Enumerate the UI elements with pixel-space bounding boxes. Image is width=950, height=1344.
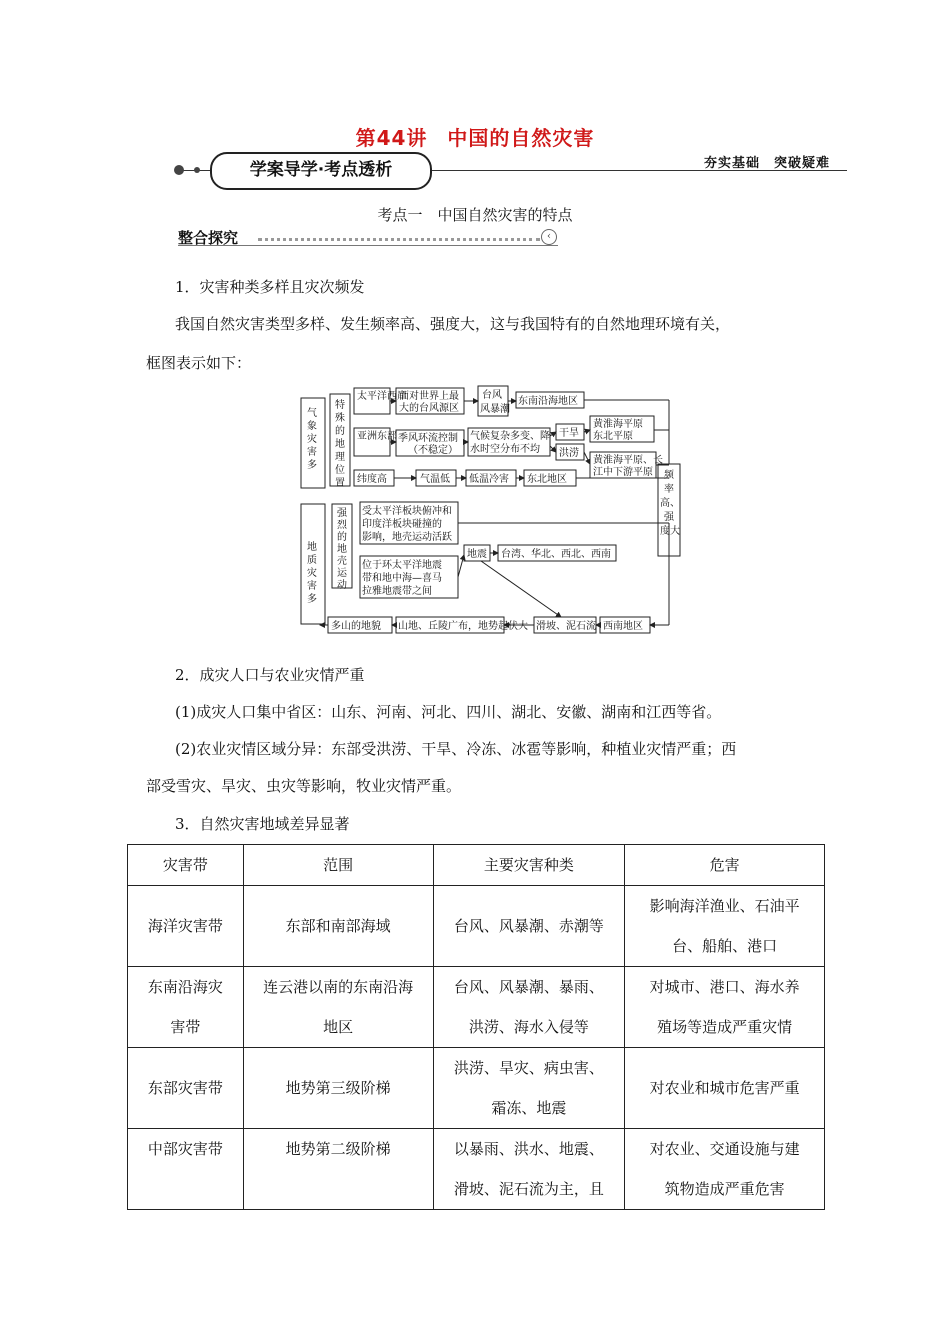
lesson-title <box>0 122 950 151</box>
table-row <box>128 1048 825 1129</box>
table-cell: 中部灾害带 <box>128 1129 244 1210</box>
diagram-left-bottom: 地质灾害多 <box>307 542 317 605</box>
diagram-temp-low: 气温低 <box>420 474 450 485</box>
table-cell: 东部和南部海域 <box>243 886 433 967</box>
diagram-flood: 洪涝 <box>559 448 579 459</box>
section-title: 考点一 中国自然灾害的特点 <box>377 206 573 224</box>
diagram-low-temp-cold: 低温冷害 <box>469 474 509 485</box>
item2-heading: 2．成灾人口与农业灾情严重 <box>175 666 365 684</box>
diagram-belt-3: 拉雅地震带之间 <box>362 586 432 597</box>
table-cell: 东南沿海灾 害带 <box>128 967 244 1048</box>
banner-dot-icon <box>174 165 184 175</box>
table-header-cell: 主要灾害种类 <box>433 845 625 886</box>
disaster-cause-diagram <box>296 380 691 640</box>
table-cell: 东部灾害带 <box>128 1048 244 1129</box>
diagram-plate-2: 印度洋板块碰撞的 <box>362 519 442 530</box>
table-cell: 洪涝、旱灾、病虫害、 霜冻、地震 <box>433 1048 625 1129</box>
diagram-plate-3: 影响，地壳运动活跃 <box>362 532 452 543</box>
diagram-crust-active: 强烈的地壳运动 <box>337 508 347 591</box>
diagram-typhoon: 台风 <box>482 390 502 401</box>
diagram-climate-1: 气候复杂多变、降 <box>470 431 550 442</box>
table-cell: 连云港以南的东南沿海 地区 <box>243 967 433 1048</box>
table-cell: 影响海洋渔业、石油平 台、船舶、港口 <box>625 886 825 967</box>
diagram-drought: 干旱 <box>559 428 579 439</box>
banner-dot-small-icon <box>194 167 200 173</box>
banner-slogan: 夯实基础 突破疑难 <box>704 156 831 171</box>
item3-heading: 3．自然灾害地域差异显著 <box>175 815 350 833</box>
diagram-quake-regions: 台湾、华北、西北、西南 <box>501 549 611 560</box>
item1-text-line1: 我国自然灾害类型多样、发生频率高、强度大，这与我国特有的自然地理环境有关， <box>175 315 731 333</box>
banner-label: 学案导学·考点透析 <box>210 152 432 190</box>
table-cell: 海洋灾害带 <box>128 886 244 967</box>
subhead-rule <box>178 245 558 246</box>
table-cell: 地势第二级阶梯 <box>243 1129 433 1210</box>
diagram-mountain-landform: 多山的地貌 <box>331 621 381 632</box>
diagram-belt-2: 带和地中海—喜马 <box>362 573 442 584</box>
diagram-southwest: 西南地区 <box>603 621 643 632</box>
table-header-cell: 范围 <box>243 845 433 886</box>
item2-sub2-line1: (2)农业灾情区域分异：东部受洪涝、干旱、冷冻、冰雹等影响，种植业灾情严重；西 <box>175 740 737 758</box>
table-cell: 以暴雨、洪水、地震、 滑坡、泥石流为主，且 <box>433 1129 625 1210</box>
subhead: 整合探究 <box>178 229 239 247</box>
table-row <box>128 1129 825 1210</box>
diagram-asia-east: 亚洲东部 <box>357 431 397 442</box>
diagram-mountain-hills: 山地、丘陵广布，地势起伏大 <box>398 621 528 632</box>
diagram-climate-2: 水时空分布不均 <box>470 444 540 455</box>
item2-sub2-line2: 部受雪灾、旱灾、虫灾等影响，牧业灾情严重。 <box>146 777 462 795</box>
diagram-huanghuai-north-2: 东北平原 <box>593 431 633 442</box>
diagram-storm-surge: 风暴潮 <box>480 404 510 415</box>
diagram-landslide: 滑坡、泥石流 <box>536 621 596 632</box>
table-cell: 对城市、港口、海水养 殖场等造成严重灾情 <box>625 967 825 1048</box>
diagram-special-location: 特殊的地理位置 <box>335 400 345 489</box>
item1-text-line2: 框图表示如下： <box>146 354 252 372</box>
diagram-plate-1: 受太平洋板块俯冲和 <box>362 506 452 517</box>
diagram-huanghuai-north-1: 黄淮海平原 <box>593 419 643 430</box>
table-cell: 台风、风暴潮、赤潮等 <box>433 886 625 967</box>
disaster-belt-table <box>127 844 825 1210</box>
item1-heading: 1．灾害种类多样且灾次频发 <box>175 278 365 296</box>
subhead-dots <box>258 238 540 241</box>
table-header-row <box>128 845 825 886</box>
table-cell: 对农业、交通设施与建 筑物造成严重危害 <box>625 1129 825 1210</box>
table-cell: 对农业和城市危害严重 <box>625 1048 825 1129</box>
lesson-name: 中国的自然灾害 <box>447 126 595 150</box>
table-row <box>128 967 825 1048</box>
diagram-monsoon-2: （不稳定） <box>408 445 458 456</box>
diagram-huanghuai-south-1: 黄淮海平原、长 <box>593 455 663 466</box>
table-cell: 台风、风暴潮、暴雨、 洪涝、海水入侵等 <box>433 967 625 1048</box>
diagram-latitude-high: 纬度高 <box>357 474 387 485</box>
diagram-left-top: 气象灾害多 <box>307 408 317 471</box>
diagram-southeast-coast: 东南沿海地区 <box>518 396 578 407</box>
chevron-left-icon: ‹ <box>541 229 557 245</box>
diagram-monsoon-1: 季风环流控制 <box>398 433 458 444</box>
item2-sub1: (1)成灾人口集中省区：山东、河南、河北、四川、湖北、安徽、湖南和江西等省。 <box>175 703 722 721</box>
diagram-northeast: 东北地区 <box>527 474 567 485</box>
diagram-pacific-west: 太平洋西岸 <box>357 391 407 402</box>
table-row <box>128 886 825 967</box>
diagram-huanghuai-south-2: 江中下游平原 <box>593 467 653 478</box>
diagram-belt-1: 位于环太平洋地震 <box>362 560 442 571</box>
diagram-frequency: 频 率 高、 强 度大 <box>660 470 680 537</box>
diagram-typhoon-source-2: 大的台风源区 <box>399 403 459 414</box>
table-header-cell: 危害 <box>625 845 825 886</box>
table-header-cell: 灾害带 <box>128 845 244 886</box>
diagram-typhoon-source-1: 面对世界上最 <box>399 391 459 402</box>
diagram-earthquake: 地震 <box>467 549 487 560</box>
table-cell: 地势第三级阶梯 <box>243 1048 433 1129</box>
lesson-number: 第44讲 <box>355 126 428 150</box>
